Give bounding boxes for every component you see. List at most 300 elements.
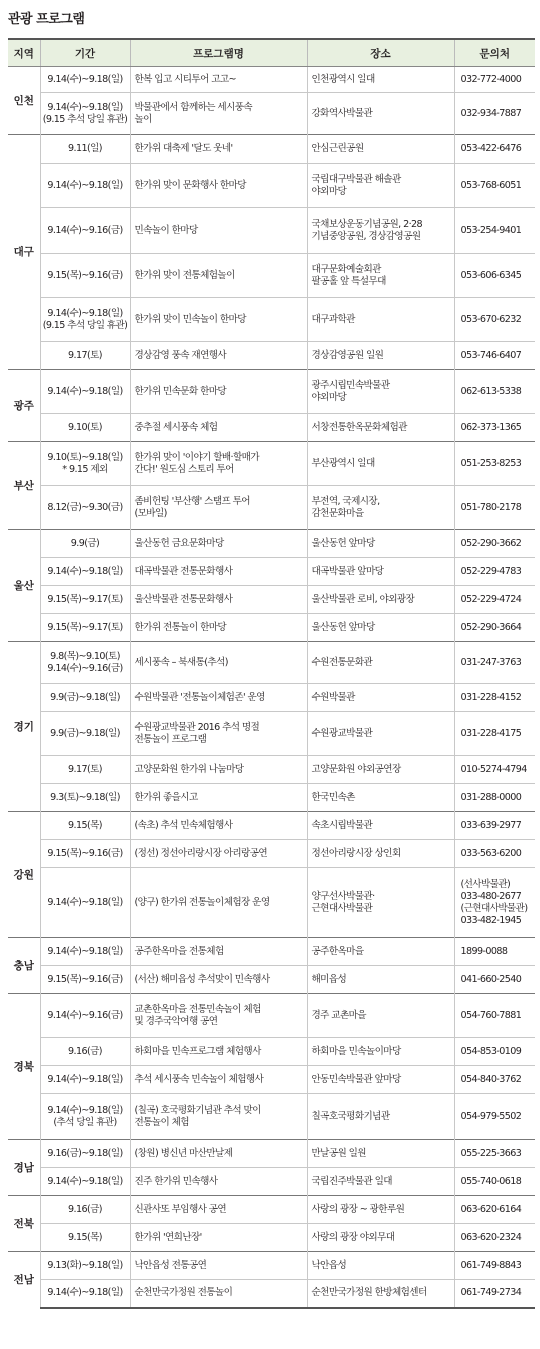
region-cell: 대구: [8, 135, 40, 370]
contact-cell-line: 052-290-3664: [460, 621, 522, 633]
venue-cell-line: 울산박물관 로비, 야외광장: [311, 593, 415, 605]
contact-cell: [454, 938, 535, 966]
contact-cell: [454, 1066, 535, 1094]
venue-cell: [307, 1196, 454, 1224]
contact-cell-line: 032-934-7887: [460, 107, 522, 119]
venue-cell-line: 양구선사박물관·: [311, 890, 375, 902]
period-cell: [40, 93, 130, 135]
period-cell: [40, 298, 130, 342]
program-cell-line: 한가위 맞이 민속놀이 한마당: [134, 313, 246, 325]
program-cell-line: 중추절 세시풍속 체험: [134, 421, 218, 433]
period-cell: [40, 784, 130, 812]
venue-cell-line: 야외마당: [311, 185, 347, 197]
program-cell-line: (모바일): [134, 507, 167, 519]
table-row: [8, 1066, 535, 1094]
venue-cell-line: 대곡박물관 앞마당: [311, 565, 384, 577]
program-cell: [130, 812, 307, 840]
venue-cell-line: 광주시립민속박물관: [311, 379, 390, 391]
contact-cell: [454, 642, 535, 684]
period-cell: [40, 614, 130, 642]
contact-cell: [454, 1038, 535, 1066]
venue-cell-line: 공주한옥마을: [311, 945, 364, 957]
venue-cell-line: 만날공원 일원: [311, 1147, 366, 1159]
period-cell: [40, 642, 130, 684]
program-cell-line: 한가위 민속문화 한마당: [134, 385, 227, 397]
venue-cell: [307, 868, 454, 938]
venue-cell-line: 국립대구박물관 해솔관: [311, 173, 401, 185]
venue-cell: [307, 67, 454, 93]
contact-cell: [454, 614, 535, 642]
period-cell-line: (추석 당일 휴관): [53, 1116, 117, 1128]
program-cell-line: 한가위 맞이 문화행사 한마당: [134, 179, 246, 191]
program-cell: [130, 298, 307, 342]
header-venue: 장소: [307, 39, 454, 67]
venue-cell: [307, 784, 454, 812]
venue-cell-line: 대구과학관: [311, 313, 355, 325]
venue-cell-line: 기념중앙공원, 경상감영공원: [311, 230, 421, 242]
contact-cell: [454, 298, 535, 342]
region-cell: 인천: [8, 67, 40, 135]
program-cell: [130, 966, 307, 994]
period-cell: [40, 1094, 130, 1140]
contact-cell: [454, 840, 535, 868]
contact-cell-line: 053-768-6051: [460, 179, 522, 191]
table-row: [8, 298, 535, 342]
period-cell: [40, 1038, 130, 1066]
contact-cell: [454, 1094, 535, 1140]
table-row: [8, 208, 535, 254]
program-cell-line: 한가위 전통놀이 한마당: [134, 621, 227, 633]
program-cell: [130, 370, 307, 414]
period-cell-line: 9.14(수)~9.18(일): [47, 896, 123, 908]
program-cell-line: (양구) 한가위 전통놀이체험장 운영: [134, 896, 270, 908]
program-cell-line: (창원) 병신년 마산만날제: [134, 1147, 233, 1159]
contact-cell: [454, 994, 535, 1038]
table-row: [8, 530, 535, 558]
program-cell: [130, 712, 307, 756]
program-cell: [130, 614, 307, 642]
period-cell-line: 9.17(토): [68, 763, 102, 775]
period-cell: [40, 558, 130, 586]
table-row: [8, 614, 535, 642]
period-cell: [40, 938, 130, 966]
contact-cell-line: 031-288-0000: [460, 791, 522, 803]
venue-cell: [307, 254, 454, 298]
period-cell: [40, 1224, 130, 1252]
contact-cell-line: 054-840-3762: [460, 1073, 522, 1085]
venue-cell: [307, 812, 454, 840]
period-cell-line: 9.14(수)~9.18(일): [47, 1104, 123, 1116]
program-cell-line: 울산박물관 전통문화행사: [134, 593, 233, 605]
venue-cell: [307, 414, 454, 442]
contact-cell-line: 031-228-4175: [460, 727, 522, 739]
program-cell: [130, 1140, 307, 1168]
table-row: [8, 784, 535, 812]
program-cell: [130, 1196, 307, 1224]
contact-cell-line: 031-247-3763: [460, 656, 522, 668]
program-cell: [130, 67, 307, 93]
venue-cell: [307, 298, 454, 342]
period-cell-line: 9.14(수)~9.18(일): [47, 307, 123, 319]
contact-cell: [454, 1140, 535, 1168]
program-cell-line: 진주 한가위 민속행사: [134, 1175, 218, 1187]
table-row: [8, 966, 535, 994]
contact-cell-line: 053-670-6232: [460, 313, 522, 325]
program-cell-line: 신관사또 부임행사 공연: [134, 1203, 227, 1215]
program-cell: [130, 1168, 307, 1196]
contact-cell-line: 052-290-3662: [460, 537, 522, 549]
program-cell: [130, 868, 307, 938]
period-cell: [40, 756, 130, 784]
program-cell-line: 민속놀이 한마당: [134, 224, 198, 236]
program-cell-line: 전통놀이 프로그램: [134, 733, 207, 745]
venue-cell-line: 정선아리랑시장 상인회: [311, 847, 401, 859]
table-row: [8, 1140, 535, 1168]
contact-cell-line: 053-254-9401: [460, 224, 522, 236]
contact-cell-line: 052-229-4783: [460, 565, 522, 577]
venue-cell-line: 감천문화마을: [311, 507, 364, 519]
contact-cell-line: 061-749-8843: [460, 1259, 522, 1271]
period-cell-line: 9.11(일): [68, 143, 102, 154]
program-cell: [130, 486, 307, 530]
period-cell-line: 9.17(토): [68, 349, 102, 361]
period-cell: [40, 1252, 130, 1280]
program-cell-line: 낙안읍성 전통공연: [134, 1259, 207, 1271]
period-cell: [40, 840, 130, 868]
program-cell-line: 간다!' 원도심 스토리 투어: [134, 463, 234, 475]
venue-cell: [307, 1038, 454, 1066]
program-cell-line: 전통놀이 체험: [134, 1116, 189, 1128]
venue-cell-line: 수원박물관: [311, 691, 355, 703]
venue-cell: [307, 486, 454, 530]
venue-cell-line: 서창전통한옥문화체험관: [311, 421, 407, 433]
contact-cell: [454, 135, 535, 164]
period-cell-line: 9.14(수)~9.16(금): [47, 224, 123, 236]
header-period: 기간: [40, 39, 130, 67]
period-cell: [40, 530, 130, 558]
contact-cell: [454, 370, 535, 414]
program-cell: [130, 254, 307, 298]
contact-cell-line: (근현대사박물관): [460, 902, 528, 914]
program-cell-line: 교촌한옥마을 전통민속놀이 체험: [134, 1003, 261, 1015]
contact-cell: [454, 164, 535, 208]
table-row: [8, 712, 535, 756]
period-cell-line: 9.14(수)~9.18(일): [47, 1287, 123, 1299]
venue-cell: [307, 558, 454, 586]
region-cell: 전남: [8, 1252, 40, 1308]
contact-cell: [454, 756, 535, 784]
period-cell-line: 9.14(수)~9.18(일): [47, 565, 123, 577]
table-row: [8, 67, 535, 93]
program-cell: [130, 586, 307, 614]
table-row: [8, 1038, 535, 1066]
program-cell-line: 좀비헌팅 '부산행' 스탬프 투어: [134, 495, 250, 507]
program-cell-line: 한복 입고 시티투어 고고~: [134, 73, 236, 85]
period-cell: [40, 164, 130, 208]
program-cell: [130, 164, 307, 208]
period-cell: [40, 586, 130, 614]
program-cell: [130, 1280, 307, 1308]
table-row: [8, 586, 535, 614]
period-cell-line: 9.3(토)~9.18(일): [50, 791, 120, 803]
contact-cell-line: 051-780-2178: [460, 501, 522, 513]
program-cell-line: 하회마을 민속프로그램 체험행사: [134, 1045, 261, 1057]
program-cell: [130, 208, 307, 254]
period-cell: [40, 1196, 130, 1224]
program-cell: [130, 558, 307, 586]
venue-cell-line: 해미읍성: [311, 973, 347, 985]
contact-cell-line: 052-229-4724: [460, 593, 522, 605]
program-cell-line: 한가위 좋을시고: [134, 791, 198, 803]
program-cell: [130, 442, 307, 486]
region-cell: 강원: [8, 812, 40, 938]
contact-cell: [454, 684, 535, 712]
period-cell-line: 9.15(목): [68, 1231, 102, 1243]
period-cell-line: 9.16(금): [68, 1045, 102, 1057]
venue-cell-line: 순천만국가정원 한방체험센터: [311, 1287, 427, 1299]
table-row: [8, 414, 535, 442]
page-title: 관광 프로그램: [8, 12, 85, 27]
period-cell: [40, 342, 130, 370]
contact-cell-line: 054-760-7881: [460, 1009, 522, 1021]
venue-cell: [307, 93, 454, 135]
venue-cell: [307, 994, 454, 1038]
program-cell-line: 울산동헌 금요문화마당: [134, 537, 224, 549]
period-cell: [40, 1168, 130, 1196]
period-cell-line: 9.9(금)~9.18(일): [50, 727, 120, 739]
program-cell: [130, 93, 307, 135]
venue-cell: [307, 966, 454, 994]
period-cell: [40, 1066, 130, 1094]
header-contact: 문의처: [454, 39, 535, 67]
venue-cell: [307, 530, 454, 558]
table-body: [8, 67, 535, 1308]
table-row: [8, 164, 535, 208]
venue-cell: [307, 756, 454, 784]
venue-cell-line: 안동민속박물관 앞마당: [311, 1073, 401, 1085]
period-cell-line: 9.9(금)~9.18(일): [50, 691, 120, 703]
venue-cell: [307, 614, 454, 642]
venue-cell: [307, 1280, 454, 1308]
period-cell: [40, 966, 130, 994]
contact-cell-line: 055-225-3663: [460, 1147, 522, 1159]
table-header-row: [8, 39, 535, 67]
program-cell: [130, 784, 307, 812]
period-cell: [40, 812, 130, 840]
period-cell-line: 9.15(목)~9.17(토): [47, 621, 123, 633]
contact-cell: [454, 558, 535, 586]
period-cell-line: (9.15 추석 당일 휴관): [42, 319, 128, 331]
venue-cell: [307, 1140, 454, 1168]
program-cell: [130, 756, 307, 784]
table-row: [8, 1168, 535, 1196]
contact-cell-line: 041-660-2540: [460, 973, 522, 985]
contact-cell: [454, 342, 535, 370]
program-cell: [130, 414, 307, 442]
table-row: [8, 812, 535, 840]
table-row: [8, 938, 535, 966]
venue-cell: [307, 208, 454, 254]
program-cell: [130, 1094, 307, 1140]
program-cell-line: 추석 세시풍속 민속놀이 체험행사: [134, 1073, 264, 1085]
venue-cell-line: 경상감영공원 일원: [311, 349, 384, 361]
region-cell: 충남: [8, 938, 40, 994]
contact-cell: [454, 254, 535, 298]
program-cell: [130, 342, 307, 370]
period-cell-line: 9.14(수)~9.18(일): [47, 101, 123, 113]
contact-cell: [454, 586, 535, 614]
table-row: [8, 442, 535, 486]
region-cell: 울산: [8, 530, 40, 642]
contact-cell: [454, 530, 535, 558]
header-program: 프로그램명: [130, 39, 307, 67]
contact-cell: [454, 93, 535, 135]
region-cell: 부산: [8, 442, 40, 530]
program-cell-line: (속초) 추석 민속체험행사: [134, 819, 233, 831]
contact-cell-line: 053-606-6345: [460, 269, 522, 281]
venue-cell-line: 국채보상운동기념공원, 2·28: [311, 218, 423, 230]
table-row: [8, 93, 535, 135]
contact-cell-line: 010-5274-4794: [460, 763, 527, 775]
program-cell: [130, 530, 307, 558]
period-cell-line: 9.15(목)~9.16(금): [47, 269, 123, 281]
period-cell-line: 9.14(수)~9.18(일): [47, 385, 123, 397]
venue-cell: [307, 938, 454, 966]
contact-cell: [454, 966, 535, 994]
table-row: [8, 486, 535, 530]
contact-cell-line: 063-620-6164: [460, 1203, 522, 1215]
venue-cell-line: 야외마당: [311, 391, 347, 403]
venue-cell-line: 수원광교박물관: [311, 727, 373, 739]
contact-cell-line: 033-639-2977: [460, 819, 522, 831]
contact-cell: [454, 1280, 535, 1308]
venue-cell-line: 하회마을 민속놀이마당: [311, 1045, 401, 1057]
period-cell: [40, 370, 130, 414]
contact-cell-line: 054-853-0109: [460, 1045, 522, 1057]
venue-cell: [307, 370, 454, 414]
contact-cell-line: 053-746-6407: [460, 349, 522, 361]
program-cell: [130, 1224, 307, 1252]
contact-cell: [454, 812, 535, 840]
period-cell: [40, 1140, 130, 1168]
program-cell-line: (정선) 정선아리랑시장 아리랑공연: [134, 847, 268, 859]
contact-cell-line: 054-979-5502: [460, 1110, 522, 1122]
venue-cell: [307, 684, 454, 712]
contact-cell-line: 1899-0088: [460, 945, 508, 957]
program-cell-line: 놀이: [134, 113, 152, 125]
venue-cell: [307, 135, 454, 164]
period-cell: [40, 994, 130, 1038]
region-cell: 전북: [8, 1196, 40, 1252]
program-cell-line: 한가위 '연희난장': [134, 1231, 202, 1243]
program-cell-line: 한가위 맞이 '이야기 할배·할매가: [134, 451, 260, 463]
table-row: [8, 135, 535, 164]
contact-cell-line: 062-613-5338: [460, 385, 522, 397]
program-cell: [130, 642, 307, 684]
table-row: [8, 642, 535, 684]
program-cell: [130, 840, 307, 868]
venue-cell: [307, 586, 454, 614]
table-row: [8, 1094, 535, 1140]
venue-cell-line: 팔공홀 앞 특설무대: [311, 275, 386, 287]
period-cell-line: (9.15 추석 당일 휴관): [42, 113, 128, 125]
period-cell-line: 9.10(토)~9.18(일): [47, 451, 123, 463]
period-cell-line: * 9.15 제외: [62, 463, 108, 475]
period-cell: [40, 67, 130, 93]
venue-cell-line: 사랑의 광장 야외무대: [311, 1231, 395, 1243]
period-cell-line: 9.9(금): [70, 537, 100, 549]
table-row: [8, 1280, 535, 1308]
venue-cell-line: 인천광역시 일대: [311, 73, 375, 85]
program-cell: [130, 938, 307, 966]
contact-cell-line: 053-422-6476: [460, 143, 522, 154]
venue-cell: [307, 1252, 454, 1280]
period-cell-line: 9.15(목)~9.16(금): [47, 973, 123, 985]
program-cell: [130, 1066, 307, 1094]
period-cell: [40, 868, 130, 938]
contact-cell-line: 063-620-2324: [460, 1231, 522, 1243]
program-cell-line: 한가위 대축제 '달도 웃네': [134, 143, 233, 154]
table-row: [8, 840, 535, 868]
table-row: [8, 684, 535, 712]
program-cell-line: 한가위 맞이 전통체험놀이: [134, 269, 235, 281]
contact-cell-line: 055-740-0618: [460, 1175, 522, 1187]
venue-cell: [307, 1168, 454, 1196]
period-cell-line: 9.14(수)~9.18(일): [47, 1073, 123, 1085]
period-cell: [40, 712, 130, 756]
venue-cell-line: 수원전통문화관: [311, 656, 373, 668]
program-cell-line: 세시풍속 – 북새통(추석): [134, 656, 228, 668]
venue-cell-line: 고양문화원 야외공연장: [311, 763, 401, 775]
region-cell: 경남: [8, 1140, 40, 1196]
venue-cell: [307, 1066, 454, 1094]
contact-cell: [454, 1224, 535, 1252]
venue-cell-line: 낙안읍성: [311, 1259, 347, 1271]
period-cell: [40, 442, 130, 486]
venue-cell-line: 대구문화예술회관: [311, 263, 381, 275]
program-cell: [130, 684, 307, 712]
venue-cell: [307, 1224, 454, 1252]
header-region: 지역: [8, 39, 40, 67]
venue-cell: [307, 712, 454, 756]
table-row: [8, 1196, 535, 1224]
table-row: [8, 370, 535, 414]
table-row: [8, 756, 535, 784]
contact-cell: [454, 442, 535, 486]
program-cell: [130, 1252, 307, 1280]
program-cell-line: 대곡박물관 전통문화행사: [134, 565, 233, 577]
contact-cell: [454, 1252, 535, 1280]
venue-cell-line: 속초시립박물관: [311, 819, 373, 831]
contact-cell-line: 061-749-2734: [460, 1287, 522, 1299]
period-cell-line: 9.14(수)~9.16(금): [47, 662, 123, 674]
venue-cell: [307, 1094, 454, 1140]
table-row: [8, 558, 535, 586]
program-cell-line: 경상감영 풍속 재연행사: [134, 349, 227, 361]
period-cell: [40, 486, 130, 530]
contact-cell: [454, 486, 535, 530]
region-cell: 경북: [8, 994, 40, 1140]
period-cell: [40, 254, 130, 298]
contact-cell-line: 032-772-4000: [460, 73, 522, 85]
venue-cell-line: 칠곡호국평화기념관: [311, 1110, 390, 1122]
period-cell-line: 8.12(금)~9.30(금): [47, 501, 123, 513]
contact-cell-line: 031-228-4152: [460, 691, 522, 703]
program-cell-line: 순천만국가정원 전통놀이: [134, 1287, 233, 1299]
program-cell-line: 고양문화원 한가위 나눔마당: [134, 763, 244, 775]
venue-cell-line: 부산광역시 일대: [311, 457, 375, 469]
period-cell-line: 9.16(금): [68, 1203, 102, 1215]
